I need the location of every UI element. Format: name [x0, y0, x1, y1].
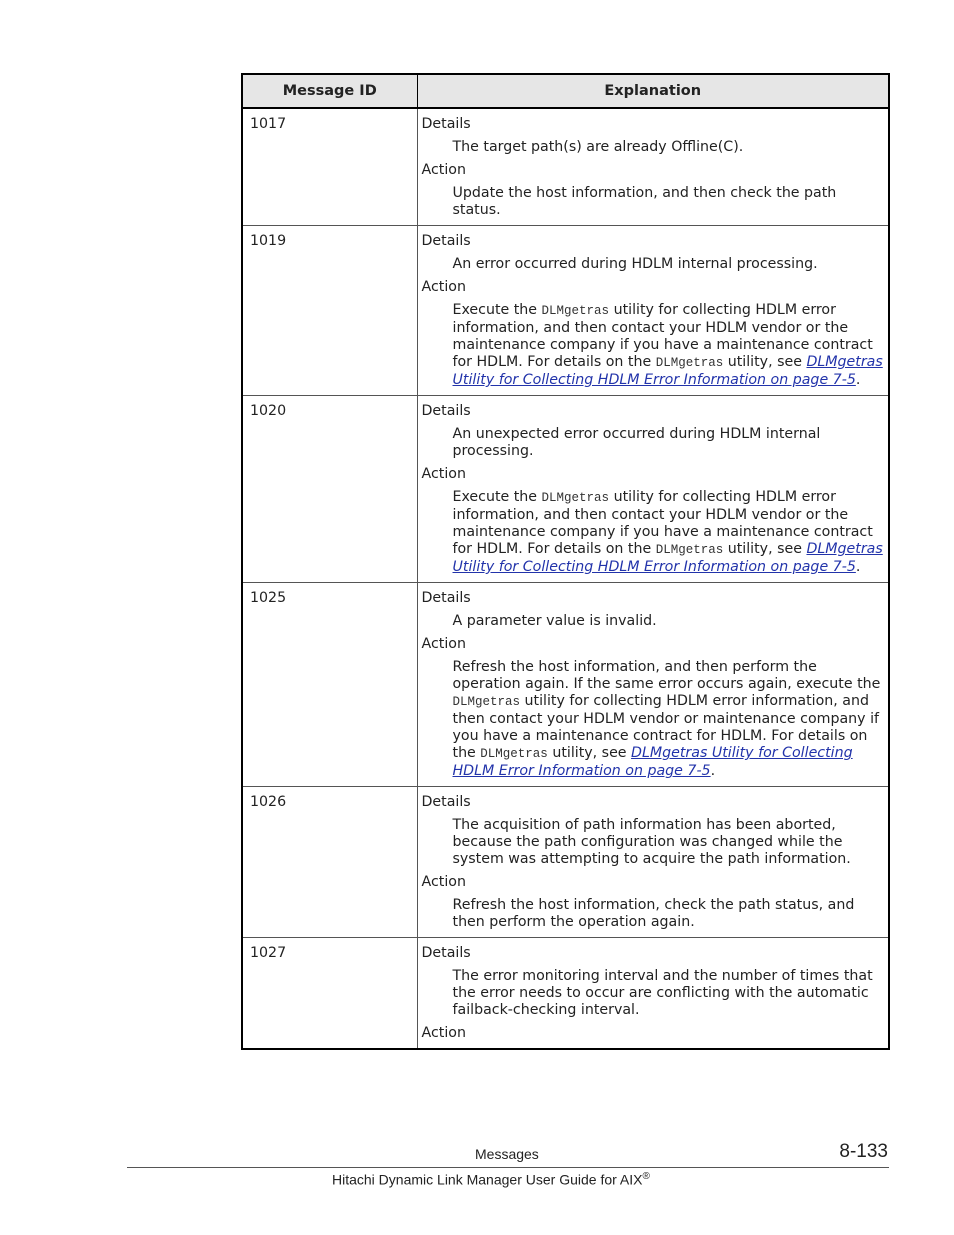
table-row — [242, 396, 889, 583]
message-id: 1019 — [242, 226, 417, 396]
action-text-part: Execute the — [452, 489, 542, 505]
code-dlmgetras: DLMgetras — [480, 747, 548, 761]
table-row — [242, 583, 889, 787]
explanation-cell — [417, 938, 889, 1050]
details-label: Details — [421, 590, 471, 606]
book-title-text: Hitachi Dynamic Link Manager User Guide for AIX — [332, 1171, 643, 1188]
details-text: The target path(s) are already Offline(C). — [452, 139, 744, 155]
action-text-part: Execute the — [452, 302, 542, 318]
action-text — [453, 659, 885, 780]
code-dlmgetras: DLMgetras — [655, 356, 724, 370]
message-table — [241, 73, 890, 1050]
footer-divider — [127, 1167, 889, 1168]
registered-mark: ® — [642, 1171, 650, 1182]
action-label: Action — [421, 874, 466, 890]
dlmgetras-reference-link[interactable]: DLMgetras Utility for Collecting HDLM Error Information on page 7-5 — [452, 745, 853, 779]
action-text-part: utility for collecting HDLM error information, and then contact your HDLM vendor or maintenance company if you have a maintenance contract for HDLM. For details on the — [452, 693, 880, 761]
footer-book-title — [332, 1171, 650, 1188]
table-row — [242, 938, 889, 1050]
footer-section-title: Messages — [475, 1146, 539, 1162]
explanation-cell — [417, 583, 889, 787]
action-text — [453, 302, 885, 389]
dlmgetras-reference-link[interactable]: DLMgetras Utility for Collecting HDLM Error Information on page 7-5 — [452, 541, 883, 575]
details-label: Details — [421, 233, 471, 249]
details-text: A parameter value is invalid. — [452, 613, 657, 629]
column-header-explanation: Explanation — [417, 74, 889, 108]
column-header-message-id: Message ID — [242, 74, 417, 108]
details-label: Details — [421, 403, 471, 419]
explanation-cell — [417, 396, 889, 583]
details-text: An unexpected error occurred during HDLM internal processing. — [452, 426, 821, 459]
code-dlmgetras: DLMgetras — [541, 304, 610, 318]
details-label: Details — [421, 116, 471, 132]
code-dlmgetras: DLMgetras — [655, 543, 724, 557]
action-text-part: . — [710, 763, 716, 779]
action-label: Action — [421, 636, 466, 652]
message-id: 1020 — [242, 396, 417, 583]
explanation-cell — [417, 108, 889, 226]
table-row — [242, 787, 889, 938]
message-id: 1017 — [242, 108, 417, 226]
action-label: Action — [421, 279, 466, 295]
action-text: Refresh the host information, check the path status, and then perform the operation again. — [452, 897, 855, 930]
page-number: 8-133 — [839, 1141, 888, 1162]
action-text-part: utility, see — [723, 541, 807, 557]
action-text-part: utility, see — [723, 354, 807, 370]
details-label: Details — [421, 945, 471, 961]
details-text: The acquisition of path information has been aborted, because the path configuration was changed while the system was attempting to acquire the path information. — [452, 817, 851, 867]
explanation-cell — [417, 226, 889, 396]
details-text: An error occurred during HDLM internal processing. — [452, 256, 818, 272]
dlmgetras-reference-link[interactable]: DLMgetras Utility for Collecting HDLM Error Information on page 7-5 — [452, 354, 883, 388]
action-text-part: . — [855, 559, 861, 575]
message-id: 1025 — [242, 583, 417, 787]
action-label: Action — [421, 466, 466, 482]
message-id: 1026 — [242, 787, 417, 938]
details-label: Details — [421, 794, 471, 810]
action-text-part: Refresh the host information, and then perform the operation again. If the same error occurs again, execute the — [452, 659, 881, 692]
action-text-part: utility for collecting HDLM error information, and then contact your HDLM vendor or the maintenance company if you have a maintenance contract for HDLM. For details on the — [452, 302, 873, 370]
details-text: The error monitoring interval and the number of times that the error needs to occur are conflicting with the automatic failback-checking interval. — [452, 968, 873, 1018]
action-text — [453, 489, 885, 576]
action-label: Action — [421, 162, 466, 178]
table-row — [242, 108, 889, 226]
table-header-row — [242, 74, 889, 108]
action-text-part: utility, see — [547, 745, 632, 761]
action-label: Action — [421, 1025, 466, 1041]
explanation-cell — [417, 787, 889, 938]
action-text: Update the host information, and then check the path status. — [452, 185, 837, 218]
action-text-part: utility for collecting HDLM error information, and then contact your HDLM vendor or the maintenance company if you have a maintenance contract for HDLM. For details on the — [452, 489, 873, 557]
message-id: 1027 — [242, 938, 417, 1050]
code-dlmgetras: DLMgetras — [541, 491, 610, 505]
code-dlmgetras: DLMgetras — [452, 695, 521, 709]
action-text-part: . — [855, 372, 861, 388]
table-row — [242, 226, 889, 396]
